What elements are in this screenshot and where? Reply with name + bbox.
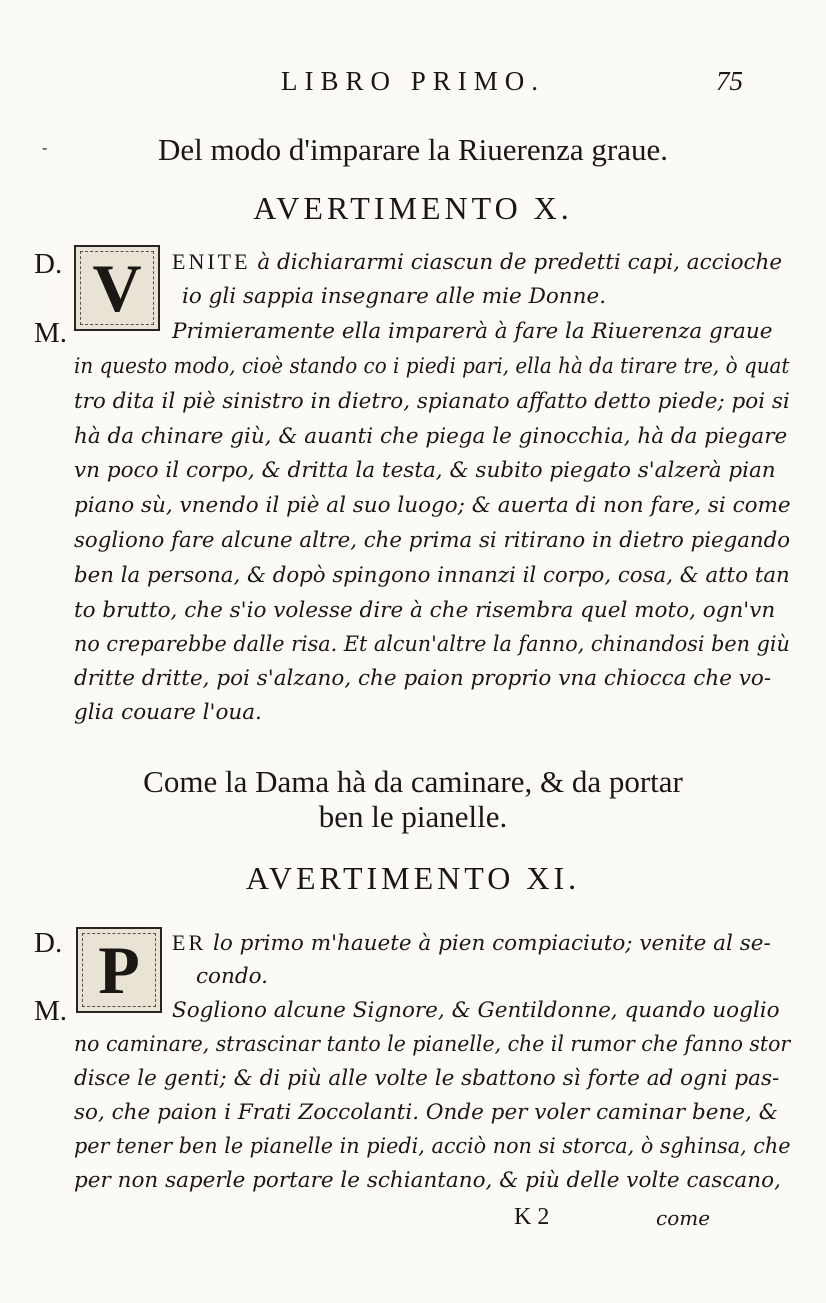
text-line: no caminare, strascinar tanto le pianelle, che il rumor che fanno stor [74, 1032, 791, 1057]
text-line: in questo modo, cioè stando co i piedi pari, ella hà da tirare tre, ò quat [74, 354, 790, 379]
line-text: à dichiararmi ciascun de predetti capi, accioche [257, 250, 783, 275]
text-line: vn poco il corpo, & dritta la testa, & subito piegato s'alzerà pian [74, 458, 776, 483]
section-title-2-line1: Come la Dama hà da caminare, & da portar [143, 764, 683, 799]
first-word: ER [172, 930, 207, 955]
margin-mark: - [42, 138, 48, 157]
avertimento-heading-1: AVERTIMENTO X. [253, 190, 573, 226]
speaker-d-1: D. [34, 248, 63, 280]
first-word: ENITE [172, 249, 251, 274]
text-line: piano sù, vnendo il piè al suo luogo; & auerta di non fare, si come [74, 493, 791, 518]
text-line: condo. [196, 964, 268, 989]
signature-mark: K 2 [514, 1204, 550, 1230]
text-line: sogliono fare alcune altre, che prima si ritirano in dietro piegando [74, 528, 791, 553]
running-head: LIBRO PRIMO. [280, 66, 546, 96]
text-line: so, che paion i Frati Zoccolanti. Onde per voler caminar bene, & [74, 1100, 778, 1125]
text-line: disce le genti; & di più alle volte le sbattono sì forte ad ogni pas- [74, 1066, 780, 1091]
speaker-m-2: M. [34, 995, 68, 1027]
text-line: Sogliono alcune Signore, & Gentildonne, quando uoglio [172, 998, 780, 1023]
text-line: no creparebbe dalle risa. Et alcun'altre la fanno, chinandosi ben giù [74, 632, 790, 657]
catchword: come [656, 1206, 711, 1230]
text-line: dritte dritte, poi s'alzano, che paion proprio vna chiocca che vo- [74, 666, 772, 691]
text-line: per non saperle portare le schiantano, & più delle volte cascano, [74, 1168, 781, 1193]
decorated-initial-1: V [74, 245, 160, 331]
line-text: lo primo m'hauete à pien compiaciuto; venite al se- [212, 931, 771, 956]
text-line: Primieramente ella imparerà à fare la Riuerenza graue [172, 319, 773, 344]
text-line: io gli sappia insegnare alle mie Donne. [182, 284, 607, 309]
text-line: glia couare l'oua. [74, 700, 262, 725]
text-line: per tener ben le pianelle in piedi, acciò non si storca, ò sghinsa, che [74, 1134, 791, 1159]
speaker-m-1: M. [34, 317, 68, 349]
text-line: tro dita il piè sinistro in dietro, spianato affatto detto piede; poi si [74, 389, 790, 414]
page-number: 75 [716, 66, 743, 96]
section-title-1: Del modo d'imparare la Riuerenza graue. [158, 132, 668, 167]
text-line: hà da chinare giù, & auanti che piega le ginocchia, hà da piegare [74, 424, 788, 449]
avertimento-heading-2: AVERTIMENTO XI. [245, 860, 581, 896]
speaker-d-2: D. [34, 927, 63, 959]
text-line [172, 928, 771, 959]
text-line [172, 247, 782, 278]
text-line: to brutto, che s'io volesse dire à che risembra quel moto, ogn'vn [74, 598, 776, 623]
text-line: ben la persona, & dopò spingono innanzi il corpo, cosa, & atto tan [74, 563, 790, 588]
section-title-2-line2: ben le pianelle. [318, 799, 508, 834]
decorated-initial-2: P [76, 927, 162, 1013]
